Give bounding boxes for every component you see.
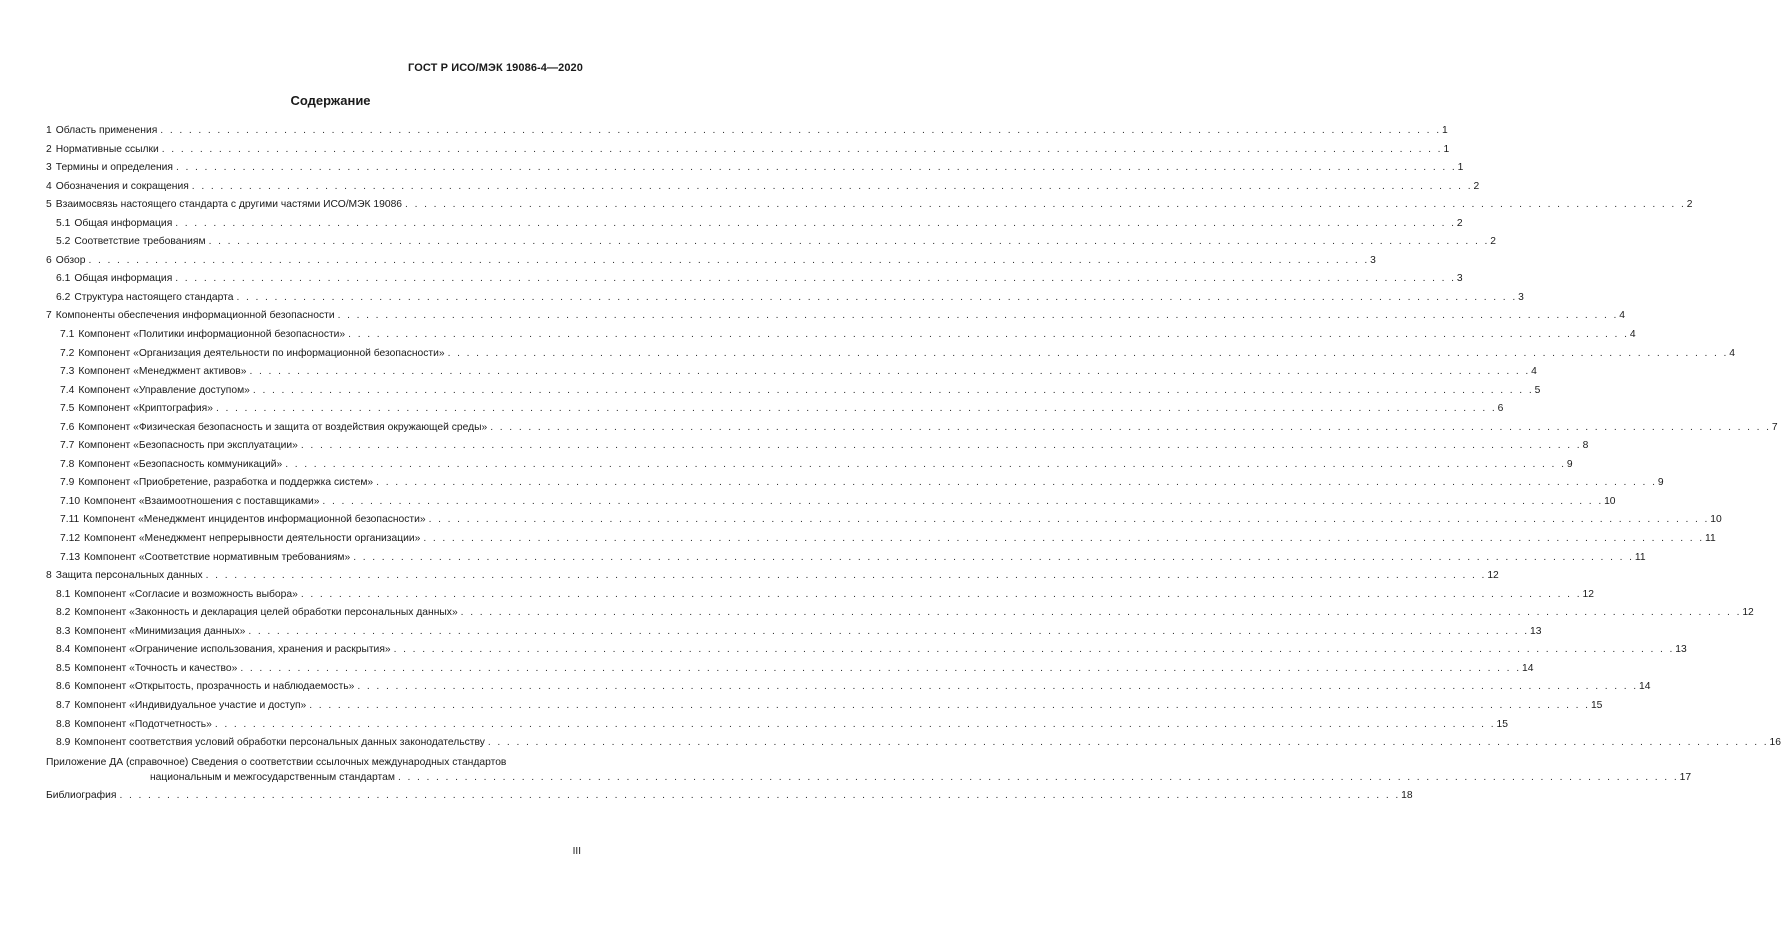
toc-section-number: 7.9 bbox=[60, 477, 75, 489]
toc-section-title: Компонент «Взаимоотношения с поставщиками» bbox=[84, 495, 320, 507]
toc-section-title: Обзор bbox=[55, 254, 86, 266]
toc-page-number: 16 bbox=[1769, 737, 1781, 749]
toc-leader-dots: . . . . . . . . . . . . . . . . . . . . . . . . . . . . . . . . . . . . . . . . . . . . . . . . . . . . . . . . . . . . . . . . . . . . . . . . . . . . . . . . . . . . . . . . . . . . . . . . . . . . . . . . . . . . . . . . . . . . . . . . . . . . . . . . . . . . . . . bbox=[428, 514, 1710, 526]
toc-page-number: 4 bbox=[1629, 329, 1636, 341]
toc-page-number: 10 bbox=[1710, 514, 1722, 526]
toc-section-title: Компонент «Соответствие нормативным требованиям» bbox=[84, 551, 351, 563]
toc-entry[interactable] bbox=[46, 716, 1508, 735]
toc-section-title: Компонент «Подотчетность» bbox=[74, 718, 212, 730]
toc-entry[interactable] bbox=[46, 419, 1778, 438]
toc-entry[interactable] bbox=[46, 493, 1616, 512]
toc-section-title: Компонент «Криптография» bbox=[78, 403, 213, 415]
toc-leader-dots: . . . . . . . . . . . . . . . . . . . . . . . . . . . . . . . . . . . . . . . . . . . . . . . . . . . . . . . . . . . . . . . . . . . . . . . . . . . . . . . . . . . . . . . . . . . . . . . . . . . . . . . . . . . . . . . . . . . . . . . . . . . . . . . . . . . . . . . bbox=[191, 180, 1473, 192]
toc-entry[interactable] bbox=[46, 215, 1463, 234]
toc-section-number: 7.13 bbox=[60, 551, 81, 563]
toc-entry[interactable] bbox=[46, 734, 1781, 753]
toc-entry[interactable] bbox=[46, 400, 1504, 419]
toc-leader-dots: . . . . . . . . . . . . . . . . . . . . . . . . . . . . . . . . . . . . . . . . . . . . . . . . . . . . . . . . . . . . . . . . . . . . . . . . . . . . . . . . . . . . . . . . . . . . . . . . . . . . . . . . . . . . . . . . . . . . . . . . . . . . . . . . . . . . . . . bbox=[397, 771, 1679, 783]
toc-entry[interactable] bbox=[46, 586, 1594, 605]
toc-entry[interactable] bbox=[46, 252, 1376, 271]
toc-leader-dots: . . . . . . . . . . . . . . . . . . . . . . . . . . . . . . . . . . . . . . . . . . . . . . . . . . . . . . . . . . . . . . . . . . . . . . . . . . . . . . . . . . . . . . . . . . . . . . . . . . . . . . . . . . . . . . . . . . . . . . . . . . . . . . . . . . . . . . . bbox=[119, 789, 1401, 801]
toc-leader-dots: . . . . . . . . . . . . . . . . . . . . . . . . . . . . . . . . . . . . . . . . . . . . . . . . . . . . . . . . . . . . . . . . . . . . . . . . . . . . . . . . . . . . . . . . . . . . . . . . . . . . . . . . . . . . . . . . . . . . . . . . . . . . . . . . . . . . . . . bbox=[447, 347, 1729, 359]
toc-section-number: 4 bbox=[46, 180, 52, 192]
toc-section-title: Общая информация bbox=[74, 273, 173, 285]
toc-page-number: 14 bbox=[1639, 681, 1651, 693]
toc-leader-dots: . . . . . . . . . . . . . . . . . . . . . . . . . . . . . . . . . . . . . . . . . . . . . . . . . . . . . . . . . . . . . . . . . . . . . . . . . . . . . . . . . . . . . . . . . . . . . . . . . . . . . . . . . . . . . . . . . . . . . . . . . . . . . . . . . . . . . . . bbox=[236, 291, 1518, 303]
toc-page-number: 11 bbox=[1705, 533, 1716, 545]
toc-page-number: 1 bbox=[1441, 125, 1448, 136]
toc-entry[interactable] bbox=[46, 141, 1450, 160]
toc-section-title: Компонент соответствия условий обработки персональных данных законодательству bbox=[74, 737, 485, 749]
toc-entry[interactable] bbox=[46, 178, 1480, 197]
toc-section-title: Взаимосвязь настоящего стандарта с другими частями ИСО/МЭК 19086 bbox=[55, 199, 403, 211]
toc-page-number: 17 bbox=[1679, 771, 1692, 783]
toc-section-number: 8.3 bbox=[56, 625, 71, 637]
toc-entry[interactable] bbox=[46, 345, 1735, 364]
toc-leader-dots: . . . . . . . . . . . . . . . . . . . . . . . . . . . . . . . . . . . . . . . . . . . . . . . . . . . . . . . . . . . . . . . . . . . . . . . . . . . . . . . . . . . . . . . . . . . . . . . . . . . . . . . . . . . . . . . . . . . . . . . . . . . . . . . . . . . . . . . bbox=[357, 681, 1639, 693]
toc-page-number: 12 bbox=[1742, 607, 1754, 619]
toc-section-number: 7.11 bbox=[60, 514, 80, 526]
toc-entry[interactable] bbox=[46, 270, 1463, 289]
toc-section-number: 3 bbox=[46, 162, 52, 174]
toc-page-number: 6 bbox=[1497, 403, 1504, 415]
toc-page-number: 2 bbox=[1686, 199, 1693, 211]
toc-section-title: Компонент «Законность и декларация целей обработки персональных данных» bbox=[74, 607, 458, 619]
toc-leader-dots: . . . . . . . . . . . . . . . . . . . . . . . . . . . . . . . . . . . . . . . . . . . . . . . . . . . . . . . . . . . . . . . . . . . . . . . . . . . . . . . . . . . . . . . . . . . . . . . . . . . . . . . . . . . . . . . . . . . . . . . . . . . . . . . . . . . . . . . bbox=[208, 236, 1490, 248]
toc-section-number: 5.1 bbox=[56, 217, 71, 229]
toc-section-number: 7.10 bbox=[60, 495, 81, 507]
toc-section-title: Соответствие требованиям bbox=[74, 236, 206, 248]
toc-entry[interactable] bbox=[46, 604, 1754, 623]
toc-entry[interactable] bbox=[46, 307, 1625, 326]
toc-leader-dots: . . . . . . . . . . . . . . . . . . . . . . . . . . . . . . . . . . . . . . . . . . . . . . . . . . . . . . . . . . . . . . . . . . . . . . . . . . . . . . . . . . . . . . . . . . . . . . . . . . . . . . . . . . . . . . . . . . . . . . . . . . . . . . . . . . . . . . . bbox=[88, 254, 1370, 266]
toc-leader-dots: . . . . . . . . . . . . . . . . . . . . . . . . . . . . . . . . . . . . . . . . . . . . . . . . . . . . . . . . . . . . . . . . . . . . . . . . . . . . . . . . . . . . . . . . . . . . . . . . . . . . . . . . . . . . . . . . . . . . . . . . . . . . . . . . . . . . . . . bbox=[205, 570, 1487, 582]
toc-section-title: Компонент «Согласие и возможность выбора» bbox=[74, 588, 298, 600]
toc-page-number: 1 bbox=[1443, 143, 1450, 155]
toc-section-title: Компонент «Политики информационной безопасности» bbox=[78, 329, 346, 341]
toc-section-title: Компонент «Безопасность при эксплуатации» bbox=[78, 440, 298, 452]
toc-leader-dots: . . . . . . . . . . . . . . . . . . . . . . . . . . . . . . . . . . . . . . . . . . . . . . . . . . . . . . . . . . . . . . . . . . . . . . . . . . . . . . . . . . . . . . . . . . . . . . . . . . . . . . . . . . . . . . . . . . . . . . . . . . . . . . . . . . . . . . . bbox=[405, 199, 1686, 211]
toc-page-number: 2 bbox=[1473, 180, 1480, 192]
toc-section-title: Компонент «Ограничение использования, хранения и раскрытия» bbox=[74, 644, 391, 656]
toc-leader-dots: . . . . . . . . . . . . . . . . . . . . . . . . . . . . . . . . . . . . . . . . . . . . . . . . . . . . . . . . . . . . . . . . . . . . . . . . . . . . . . . . . . . . . . . . . . . . . . . . . . . . . . . . . . . . . . . . . . . . . . . . . . . . . . . . . . . . . . . bbox=[460, 607, 1742, 619]
toc-section-title: Нормативные ссылки bbox=[55, 143, 159, 155]
toc-page-number: 14 bbox=[1521, 662, 1534, 674]
toc-leader-dots: . . . . . . . . . . . . . . . . . . . . . . . . . . . . . . . . . . . . . . . . . . . . . . . . . . . . . . . . . . . . . . . . . . . . . . . . . . . . . . . . . . . . . . . . . . . . . . . . . . . . . . . . . . . . . . . . . . . . . . . . . . . . . . . . . . . . . . . bbox=[423, 533, 1704, 545]
toc-page-number: 9 bbox=[1657, 477, 1664, 489]
toc-entry[interactable] bbox=[46, 474, 1664, 493]
toc-entry[interactable] bbox=[46, 511, 1722, 530]
toc-page-number: 18 bbox=[1401, 789, 1413, 801]
toc-title: Содержание bbox=[290, 93, 371, 108]
toc-entry[interactable] bbox=[46, 363, 1537, 382]
toc-entry[interactable] bbox=[46, 326, 1636, 345]
toc-leader-dots: . . . . . . . . . . . . . . . . . . . . . . . . . . . . . . . . . . . . . . . . . . . . . . . . . . . . . . . . . . . . . . . . . . . . . . . . . . . . . . . . . . . . . . . . . . . . . . . . . . . . . . . . . . . . . . . . . . . . . . . . . . . . . . . . . . . . . . . bbox=[348, 329, 1629, 341]
toc-leader-dots: . . . . . . . . . . . . . . . . . . . . . . . . . . . . . . . . . . . . . . . . . . . . . . . . . . . . . . . . . . . . . . . . . . . . . . . . . . . . . . . . . . . . . . . . . . . . . . . . . . . . . . . . . . . . . . . . . . . . . . . . . . . . . . . . . . . . . . . bbox=[487, 737, 1769, 749]
toc-section-title: Компонент «Точность и качество» bbox=[74, 662, 238, 674]
toc-entries bbox=[46, 122, 1781, 753]
toc-leader-dots: . . . . . . . . . . . . . . . . . . . . . . . . . . . . . . . . . . . . . . . . . . . . . . . . . . . . . . . . . . . . . . . . . . . . . . . . . . . . . . . . . . . . . . . . . . . . . . . . . . . . . . . . . . . . . . . . . . . . . . . . . . . . . . . . . . . . . . . bbox=[175, 217, 1456, 229]
toc-leader-dots: . . . . . . . . . . . . . . . . . . . . . . . . . . . . . . . . . . . . . . . . . . . . . . . . . . . . . . . . . . . . . . . . . . . . . . . . . . . . . . . . . . . . . . . . . . . . . . . . . . . . . . . . . . . . . . . . . . . . . . . . . . . . . . . . . . . . . . . bbox=[322, 495, 1604, 507]
appendix-title-line2: национальным и межгосударственным стандартам bbox=[150, 771, 395, 783]
toc-leader-dots: . . . . . . . . . . . . . . . . . . . . . . . . . . . . . . . . . . . . . . . . . . . . . . . . . . . . . . . . . . . . . . . . . . . . . . . . . . . . . . . . . . . . . . . . . . . . . . . . . . . . . . . . . . . . . . . . . . . . . . . . . . . . . . . . . . . . . . . bbox=[309, 699, 1590, 711]
toc-page-number: 13 bbox=[1530, 625, 1542, 637]
toc-entry[interactable] bbox=[46, 623, 1542, 642]
toc-page-number: 4 bbox=[1729, 347, 1735, 359]
toc-entry[interactable] bbox=[46, 530, 1716, 549]
toc-section-number: 2 bbox=[46, 143, 52, 155]
toc-page-number: 2 bbox=[1456, 217, 1463, 229]
toc-leader-dots: . . . . . . . . . . . . . . . . . . . . . . . . . . . . . . . . . . . . . . . . . . . . . . . . . . . . . . . . . . . . . . . . . . . . . . . . . . . . . . . . . . . . . . . . . . . . . . . . . . . . . . . . . . . . . . . . . . . . . . . . . . . . . . . . . . . . . . . bbox=[300, 588, 1582, 600]
toc-section-number: 8.9 bbox=[56, 737, 71, 749]
toc-page-number: 4 bbox=[1619, 310, 1625, 322]
toc-page-number: 3 bbox=[1518, 291, 1524, 303]
toc-section-title: Компоненты обеспечения информационной безопасности bbox=[55, 310, 335, 322]
toc-page-number: 12 bbox=[1487, 570, 1499, 582]
toc-entry[interactable] bbox=[46, 697, 1603, 716]
toc-section-title: Компонент «Безопасность коммуникаций» bbox=[78, 458, 283, 470]
toc-leader-dots: . . . . . . . . . . . . . . . . . . . . . . . . . . . . . . . . . . . . . . . . . . . . . . . . . . . . . . . . . . . . . . . . . . . . . . . . . . . . . . . . . . . . . . . . . . . . . . . . . . . . . . . . . . . . . . . . . . . . . . . . . . . . . . . . . . . . . . . bbox=[214, 718, 1496, 730]
toc-section-number: 5 bbox=[46, 199, 52, 211]
toc-section-title: Компонент «Приобретение, разработка и поддержка систем» bbox=[78, 477, 374, 489]
toc-section-title: Компонент «Минимизация данных» bbox=[74, 625, 246, 637]
document-header-standard: ГОСТ Р ИСО/МЭК 19086-4—2020 bbox=[408, 62, 583, 74]
toc-page-number: 12 bbox=[1582, 588, 1594, 600]
toc-section-number: 6.2 bbox=[56, 291, 71, 303]
toc-section-number: 1 bbox=[46, 125, 52, 136]
toc-section-title: Защита персональных данных bbox=[55, 570, 203, 582]
toc-section-title: Термины и определения bbox=[55, 162, 173, 174]
toc-entry-appendix[interactable] bbox=[46, 755, 1692, 785]
toc-leader-dots: . . . . . . . . . . . . . . . . . . . . . . . . . . . . . . . . . . . . . . . . . . . . . . . . . . . . . . . . . . . . . . . . . . . . . . . . . . . . . . . . . . . . . . . . . . . . . . . . . . . . . . . . . . . . . . . . . . . . . . . . . . . . . . . . . . . . . . . bbox=[300, 440, 1582, 452]
toc-section-title: Общая информация bbox=[74, 217, 173, 229]
toc-entry[interactable] bbox=[46, 289, 1524, 308]
toc-section-number: 7 bbox=[46, 310, 52, 322]
toc-section-number: 7.6 bbox=[60, 421, 75, 433]
toc-page-number: 8 bbox=[1582, 440, 1589, 452]
toc-entry[interactable] bbox=[46, 660, 1534, 679]
toc-leader-dots: . . . . . . . . . . . . . . . . . . . . . . . . . . . . . . . . . . . . . . . . . . . . . . . . . . . . . . . . . . . . . . . . . . . . . . . . . . . . . . . . . . . . . . . . . . . . . . . . . . . . . . . . . . . . . . . . . . . . . . . . . . . . . . . . . . . . . . . bbox=[252, 384, 1534, 396]
toc-entry[interactable] bbox=[46, 382, 1541, 401]
toc-section-number: 7.3 bbox=[60, 366, 75, 378]
appendix-title-line1: Приложение ДА (справочное) Сведения о соответствии ссылочных международных стандартов bbox=[46, 756, 507, 768]
toc-entry[interactable] bbox=[46, 122, 1448, 141]
page-number: III bbox=[572, 846, 581, 857]
toc-leader-dots: . . . . . . . . . . . . . . . . . . . . . . . . . . . . . . . . . . . . . . . . . . . . . . . . . . . . . . . . . . . . . . . . . . . . . . . . . . . . . . . . . . . . . . . . . . . . . . . . . . . . . . . . . . . . . . . . . . . . . . . . . . . . . . . . . . . . . . . bbox=[248, 625, 1530, 637]
toc-leader-dots: . . . . . . . . . . . . . . . . . . . . . . . . . . . . . . . . . . . . . . . . . . . . . . . . . . . . . . . . . . . . . . . . . . . . . . . . . . . . . . . . . . . . . . . . . . . . . . . . . . . . . . . . . . . . . . . . . . . . . . . . . . . . . . . . . . . . . . . bbox=[249, 366, 1531, 378]
toc-leader-dots: . . . . . . . . . . . . . . . . . . . . . . . . . . . . . . . . . . . . . . . . . . . . . . . . . . . . . . . . . . . . . . . . . . . . . . . . . . . . . . . . . . . . . . . . . . . . . . . . . . . . . . . . . . . . . . . . . . . . . . . . . . . . . . . . . . . . . . . bbox=[337, 310, 1619, 322]
toc-section-title: Компонент «Управление доступом» bbox=[78, 384, 250, 396]
toc-page-number: 13 bbox=[1675, 644, 1687, 656]
toc-section-title: Компонент «Менеджмент активов» bbox=[78, 366, 247, 378]
toc-entry[interactable] bbox=[46, 159, 1464, 178]
toc-leader-dots: . . . . . . . . . . . . . . . . . . . . . . . . . . . . . . . . . . . . . . . . . . . . . . . . . . . . . . . . . . . . . . . . . . . . . . . . . . . . . . . . . . . . . . . . . . . . . . . . . . . . . . . . . . . . . . . . . . . . . . . . . . . . . . . . . . . . . . . bbox=[285, 458, 1566, 470]
toc-section-title: Компонент «Индивидуальное участие и доступ» bbox=[74, 699, 307, 711]
toc-page-number: 15 bbox=[1496, 718, 1508, 730]
toc-section-number: 7.1 bbox=[60, 329, 75, 341]
toc-section-number: 7.12 bbox=[60, 533, 81, 545]
toc-section-number: 8.6 bbox=[56, 681, 71, 693]
toc-page-number: 15 bbox=[1590, 699, 1603, 711]
toc-section-number: 8.8 bbox=[56, 718, 71, 730]
toc-section-number: 5.2 bbox=[56, 236, 71, 248]
toc-page-number: 3 bbox=[1456, 273, 1463, 285]
toc-leader-dots: . . . . . . . . . . . . . . . . . . . . . . . . . . . . . . . . . . . . . . . . . . . . . . . . . . . . . . . . . . . . . . . . . . . . . . . . . . . . . . . . . . . . . . . . . . . . . . . . . . . . . . . . . . . . . . . . . . . . . . . . . . . . . . . . . . . . . . . bbox=[215, 403, 1497, 415]
toc-page-number: 2 bbox=[1490, 236, 1496, 248]
bibliography-title: Библиография bbox=[46, 789, 117, 801]
toc-section-number: 8 bbox=[46, 570, 52, 582]
toc-section-title: Компонент «Менеджмент инцидентов информационной безопасности» bbox=[83, 514, 426, 526]
toc-section-number: 8.2 bbox=[56, 607, 71, 619]
toc-page-number: 4 bbox=[1531, 366, 1537, 378]
toc-entry[interactable] bbox=[46, 549, 1646, 568]
toc-entry[interactable] bbox=[46, 678, 1651, 697]
toc-section-number: 7.5 bbox=[60, 403, 75, 415]
toc-entry[interactable] bbox=[46, 196, 1693, 215]
toc-section-title: Обозначения и сокращения bbox=[55, 180, 189, 192]
toc-leader-dots: . . . . . . . . . . . . . . . . . . . . . . . . . . . . . . . . . . . . . . . . . . . . . . . . . . . . . . . . . . . . . . . . . . . . . . . . . . . . . . . . . . . . . . . . . . . . . . . . . . . . . . . . . . . . . . . . . . . . . . . . . . . . . . . . . . . . . . . bbox=[161, 143, 1443, 155]
toc-leader-dots: . . . . . . . . . . . . . . . . . . . . . . . . . . . . . . . . . . . . . . . . . . . . . . . . . . . . . . . . . . . . . . . . . . . . . . . . . . . . . . . . . . . . . . . . . . . . . . . . . . . . . . . . . . . . . . . . . . . . . . . . . . . . . . . . . . . . . . . bbox=[393, 644, 1675, 656]
toc-page-number: 5 bbox=[1534, 384, 1541, 396]
toc-section-number: 8.7 bbox=[56, 699, 71, 711]
toc-section-title: Компонент «Открытость, прозрачность и наблюдаемость» bbox=[74, 681, 355, 693]
toc-entry[interactable] bbox=[46, 437, 1589, 456]
toc-page-number: 3 bbox=[1370, 254, 1376, 266]
toc-page-number: 11 bbox=[1634, 551, 1646, 563]
toc-page-number: 1 bbox=[1457, 162, 1464, 174]
toc-leader-dots: . . . . . . . . . . . . . . . . . . . . . . . . . . . . . . . . . . . . . . . . . . . . . . . . . . . . . . . . . . . . . . . . . . . . . . . . . . . . . . . . . . . . . . . . . . . . . . . . . . . . . . . . . . . . . . . . . . . . . . . . . . . . . . . . . . . . . . . bbox=[160, 125, 1441, 136]
toc-leader-dots: . . . . . . . . . . . . . . . . . . . . . . . . . . . . . . . . . . . . . . . . . . . . . . . . . . . . . . . . . . . . . . . . . . . . . . . . . . . . . . . . . . . . . . . . . . . . . . . . . . . . . . . . . . . . . . . . . . . . . . . . . . . . . . . . . . . . . . . bbox=[376, 477, 1657, 489]
toc-section-number: 7.8 bbox=[60, 458, 75, 470]
toc-leader-dots: . . . . . . . . . . . . . . . . . . . . . . . . . . . . . . . . . . . . . . . . . . . . . . . . . . . . . . . . . . . . . . . . . . . . . . . . . . . . . . . . . . . . . . . . . . . . . . . . . . . . . . . . . . . . . . . . . . . . . . . . . . . . . . . . . . . . . . . bbox=[175, 273, 1456, 285]
toc-section-number: 8.5 bbox=[56, 662, 71, 674]
toc-leader-dots: . . . . . . . . . . . . . . . . . . . . . . . . . . . . . . . . . . . . . . . . . . . . . . . . . . . . . . . . . . . . . . . . . . . . . . . . . . . . . . . . . . . . . . . . . . . . . . . . . . . . . . . . . . . . . . . . . . . . . . . . . . . . . . . . . . . . . . . bbox=[490, 421, 1771, 433]
toc-section-number: 6.1 bbox=[56, 273, 71, 285]
toc-section-number: 7.2 bbox=[60, 347, 75, 359]
toc-entry[interactable] bbox=[46, 456, 1573, 475]
toc-entry[interactable] bbox=[46, 233, 1496, 252]
toc-section-number: 7.4 bbox=[60, 384, 75, 396]
toc-page-number: 10 bbox=[1604, 495, 1616, 507]
toc-section-number: 7.7 bbox=[60, 440, 75, 452]
toc-section-title: Компонент «Менеджмент непрерывности деятельности организации» bbox=[84, 533, 421, 545]
toc-section-title: Структура настоящего стандарта bbox=[74, 291, 234, 303]
toc-entry[interactable] bbox=[46, 567, 1499, 586]
toc-page-number: 9 bbox=[1566, 458, 1573, 470]
toc-section-number: 6 bbox=[46, 254, 52, 266]
toc-section-title: Компонент «Организация деятельности по информационной безопасности» bbox=[78, 347, 445, 359]
toc-leader-dots: . . . . . . . . . . . . . . . . . . . . . . . . . . . . . . . . . . . . . . . . . . . . . . . . . . . . . . . . . . . . . . . . . . . . . . . . . . . . . . . . . . . . . . . . . . . . . . . . . . . . . . . . . . . . . . . . . . . . . . . . . . . . . . . . . . . . . . . bbox=[240, 662, 1521, 674]
toc-section-number: 8.1 bbox=[56, 588, 71, 600]
toc-section-title: Компонент «Физическая безопасность и защита от воздействия окружающей среды» bbox=[78, 421, 488, 433]
toc-entry-bibliography[interactable] bbox=[46, 789, 1413, 806]
toc-section-title: Область применения bbox=[55, 125, 158, 136]
toc-section-number: 8.4 bbox=[56, 644, 71, 656]
toc-entry[interactable] bbox=[46, 641, 1687, 660]
toc-leader-dots: . . . . . . . . . . . . . . . . . . . . . . . . . . . . . . . . . . . . . . . . . . . . . . . . . . . . . . . . . . . . . . . . . . . . . . . . . . . . . . . . . . . . . . . . . . . . . . . . . . . . . . . . . . . . . . . . . . . . . . . . . . . . . . . . . . . . . . . bbox=[353, 551, 1634, 563]
toc-leader-dots: . . . . . . . . . . . . . . . . . . . . . . . . . . . . . . . . . . . . . . . . . . . . . . . . . . . . . . . . . . . . . . . . . . . . . . . . . . . . . . . . . . . . . . . . . . . . . . . . . . . . . . . . . . . . . . . . . . . . . . . . . . . . . . . . . . . . . . . bbox=[175, 162, 1457, 174]
toc-page-number: 7 bbox=[1771, 421, 1778, 433]
table-of-contents bbox=[46, 122, 1781, 806]
